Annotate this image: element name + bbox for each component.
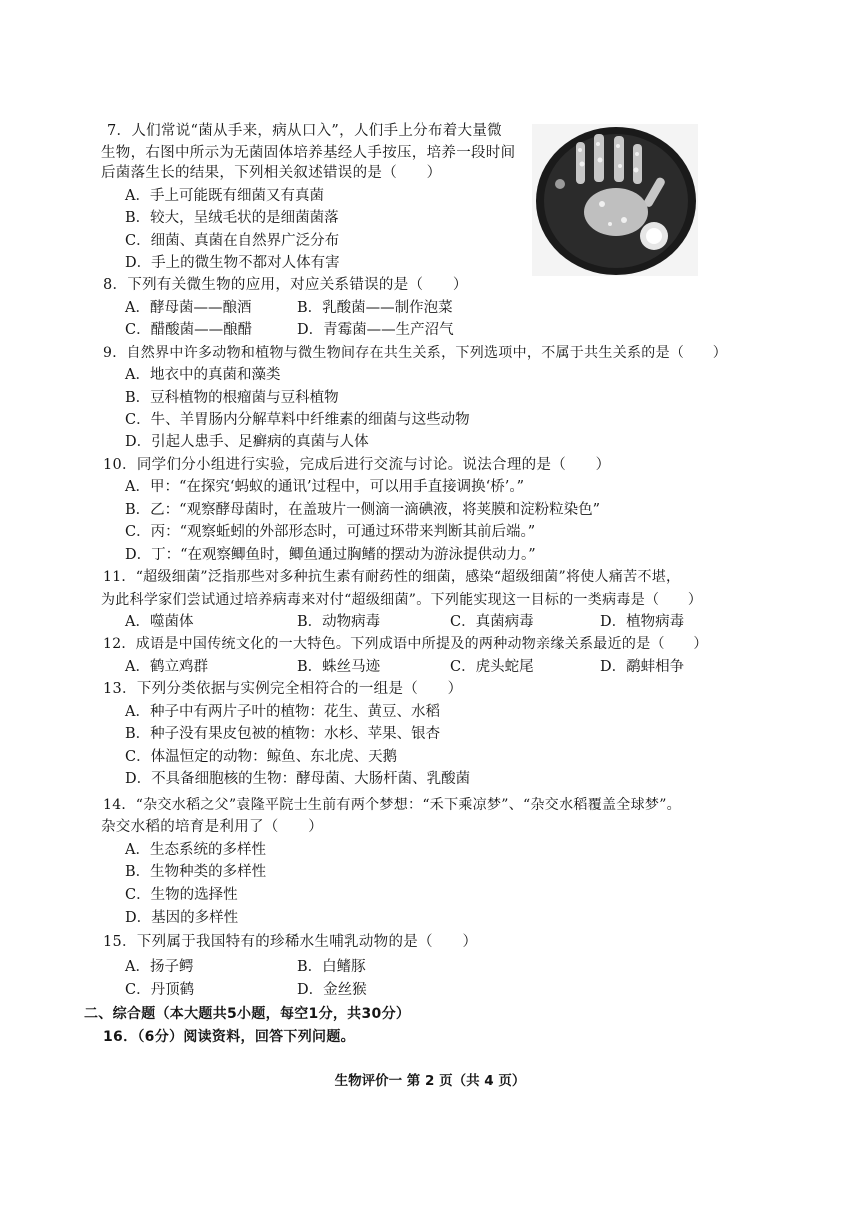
q11-stem-line2: 为此科学家们尝试通过培养病毒来对付“超级细菌”。下列能实现这一目标的一类病毒是（ ） xyxy=(101,592,703,608)
q15-option-c: C．丹顶鹤 xyxy=(125,982,195,998)
q14-stem-line2: 杂交水稻的培育是利用了（ ） xyxy=(101,819,323,835)
q12-option-c: C．虎头蛇尾 xyxy=(450,659,534,675)
q15-option-d: D．金丝猴 xyxy=(297,982,367,998)
q9-option-a: A．地衣中的真菌和藻类 xyxy=(125,367,281,383)
q12-option-b: B．蛛丝马迹 xyxy=(297,659,381,675)
q11-stem-line1: 11．“超级细菌”泛指那些对多种抗生素有耐药性的细菌，感染“超级细菌”将使人痛苦不堪， xyxy=(103,569,681,585)
q8-option-d: D．青霉菌——生产沼气 xyxy=(297,322,454,338)
section2-heading: 二、综合题（本大题共5小题，每空1分，共30分） xyxy=(84,1006,411,1022)
q7-option-d: D．手上的微生物不都对人体有害 xyxy=(125,255,340,271)
q7-stem-line1: 7．人们常说“菌从手来，病从口入”，人们手上分布着大量微 xyxy=(107,123,502,139)
q9-option-d: D．引起人患手、足癣病的真菌与人体 xyxy=(125,434,369,450)
q8-stem: 8．下列有关微生物的应用，对应关系错误的是（ ） xyxy=(103,277,468,293)
q12-option-a: A．鹤立鸡群 xyxy=(125,659,208,675)
page-footer: 生物评价一 第 2 页（共 4 页） xyxy=(334,1073,526,1089)
q12-stem: 12．成语是中国传统文化的一大特色。下列成语中所提及的两种动物亲缘关系最近的是（ ） xyxy=(103,636,708,652)
petri-dish-handprint-image xyxy=(532,124,698,276)
q10-stem: 10．同学们分小组进行实验，完成后进行交流与讨论。说法合理的是（ ） xyxy=(103,457,611,473)
q13-option-d: D．不具备细胞核的生物：酵母菌、大肠杆菌、乳酸菌 xyxy=(125,771,471,787)
q7-option-b: B．较大，呈绒毛状的是细菌菌落 xyxy=(125,210,339,226)
q8-option-a: A．酵母菌——酿酒 xyxy=(125,300,252,316)
q12-option-d: D．鹬蚌相争 xyxy=(600,659,685,675)
q11-option-a: A．噬菌体 xyxy=(125,614,194,630)
q7-option-a: A．手上可能既有细菌又有真菌 xyxy=(125,188,324,204)
q13-option-b: B．种子没有果皮包被的植物：水杉、苹果、银杏 xyxy=(125,726,441,742)
q9-option-c: C．牛、羊胃肠内分解草料中纤维素的细菌与这些动物 xyxy=(125,412,470,428)
q7-stem-line3: 后菌落生长的结果，下列相关叙述错误的是（ ） xyxy=(101,165,442,181)
q8-option-b: B．乳酸菌——制作泡菜 xyxy=(297,300,453,316)
q9-stem: 9．自然界中许多动物和植物与微生物间存在共生关系，下列选项中，不属于共生关系的是（ ） xyxy=(103,345,728,361)
q10-option-d: D．丁：“在观察鲫鱼时，鲫鱼通过胸鳍的摆动为游泳提供动力。” xyxy=(125,547,536,563)
q10-option-c: C．丙：“观察蚯蚓的外部形态时，可通过环带来判断其前后端。” xyxy=(125,524,536,540)
q10-option-a: A．甲：“在探究‘蚂蚁的通讯’过程中，可以用手直接调换‘桥’。” xyxy=(125,479,524,495)
q11-option-b: B．动物病毒 xyxy=(297,614,381,630)
q8-option-c: C．醋酸菌——酿醋 xyxy=(125,322,253,338)
q16-stem: 16．（6分）阅读资料，回答下列问题。 xyxy=(103,1029,355,1045)
q7-stem-line2: 生物，右图中所示为无菌固体培养基经人手按压，培养一段时间 xyxy=(101,145,516,161)
q14-stem-line1: 14．“杂交水稻之父”袁隆平院士生前有两个梦想：“禾下乘凉梦”、“杂交水稻覆盖全球梦”。 xyxy=(103,797,681,813)
q15-option-b: B．白鳍豚 xyxy=(297,959,366,975)
q11-option-d: D．植物病毒 xyxy=(600,614,685,630)
q15-option-a: A．扬子鳄 xyxy=(125,959,194,975)
q14-option-b: B．生物种类的多样性 xyxy=(125,864,267,880)
q14-option-a: A．生态系统的多样性 xyxy=(125,842,266,858)
q14-option-c: C．生物的选择性 xyxy=(125,887,238,903)
q13-option-a: A．种子中有两片子叶的植物：花生、黄豆、水稻 xyxy=(125,704,440,720)
q9-option-b: B．豆科植物的根瘤菌与豆科植物 xyxy=(125,390,339,406)
q10-option-b: B．乙：“观察酵母菌时，在盖玻片一侧滴一滴碘液，将荚膜和淀粉粒染色” xyxy=(125,502,600,518)
q13-stem: 13．下列分类依据与实例完全相符合的一组是（ ） xyxy=(103,681,463,697)
q11-option-c: C．真菌病毒 xyxy=(450,614,534,630)
q15-stem: 15．下列属于我国特有的珍稀水生哺乳动物的是（ ） xyxy=(103,934,478,950)
q7-option-c: C．细菌、真菌在自然界广泛分布 xyxy=(125,233,340,249)
q14-option-d: D．基因的多样性 xyxy=(125,910,239,926)
q13-option-c: C．体温恒定的动物：鲸鱼、东北虎、天鹅 xyxy=(125,749,398,765)
